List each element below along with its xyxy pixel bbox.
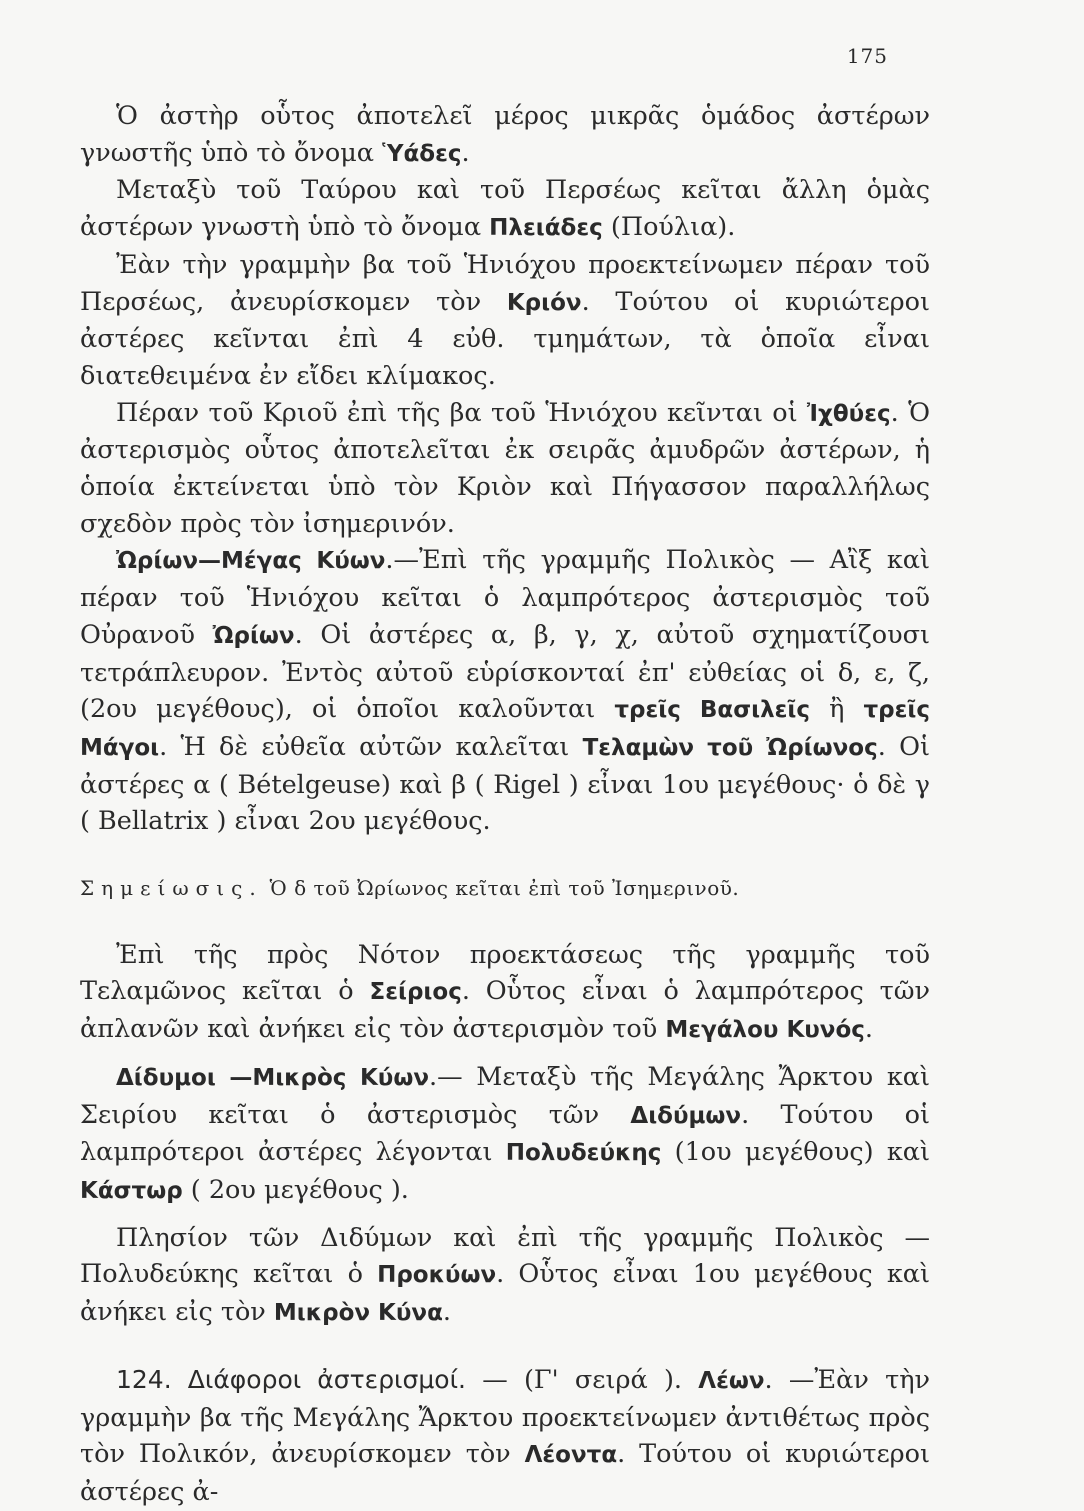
bold-term: Λέων (698, 1367, 765, 1394)
text-run: . (442, 1297, 451, 1328)
text-run: (1ου μεγέθους) καὶ (661, 1137, 930, 1168)
bold-term: Σείριος (369, 979, 462, 1006)
bold-term: Μεγάλου Κυνός (665, 1017, 865, 1044)
text-run: . Οὗτος εἶναι ὁ λαμπρότερος τῶν ἀπλανῶν καὶ ἀνήκει εἰς τὸν ἀστερισμὸν τοῦ (80, 976, 931, 1045)
note-text: Ὁ δ τοῦ Ὠρίωνος κεῖται ἐπὶ τοῦ Ἰσημερινοῦ. (262, 876, 740, 901)
bold-term: Ἰχθύες (806, 400, 891, 427)
bold-term: Πολυδεύκης (505, 1140, 662, 1167)
paragraph-aries (80, 247, 930, 395)
text-run: . Οἱ ἀστέρες α, β, γ, χ, αὐτοῦ σχηματίζουσι τετράπλευρον. Ἐντὸς αὐτοῦ εὑρίσκονταί ἐπ' εὐθείας οἱ δ, ε, ζ, (2ου μεγέθους), οἱ ὁποῖοι καλοῦνται (80, 619, 930, 725)
text-run: . Οἱ ἀστέρες α ( Bételgeuse) καὶ β ( Rigel ) εἶναι 1ου μεγέθους· ὁ δὲ γ ( Bellatrix ) εἶναι 2ου μεγέθους. (80, 731, 930, 837)
text-run: Ἐπὶ τῆς πρὸς Νότον προεκτάσεως τῆς γραμμῆς τοῦ Τελαμῶνος κεῖται ὁ (80, 939, 930, 1007)
bold-term: Ὑάδες (382, 140, 462, 167)
text-run: . Τούτου οἱ κυριώτεροι ἀστέρες ἀ- (80, 1439, 930, 1507)
paragraph-gemini (80, 1059, 930, 1210)
paragraph-pisces (80, 395, 930, 543)
text-run: . —Ἐὰν τὴν γραμμὴν βα τῆς Μεγάλης Ἄρκτου προεκτείνωμεν ἀντιθέτως πρὸς τὸν Πολικόν, ἀνευρίσκομεν τὸν (80, 1364, 930, 1470)
bold-term: Διδύμων (630, 1102, 742, 1129)
text-run: Μεταξὺ τοῦ Ταύρου καὶ τοῦ Περσέως κεῖται ἄλλη ὁμὰς ἀστέρων γνωστὴ ὑπὸ τὸ ὄνομα (80, 175, 930, 243)
bold-term: Κάστωρ (80, 1177, 183, 1204)
text-run: . Ἡ δὲ εὐθεῖα αὐτῶν καλεῖται (159, 731, 583, 762)
bold-term: Λέοντα (524, 1442, 618, 1469)
bold-term: Ὠρίων—Μέγας Κύων (116, 548, 386, 575)
page-number: 175 (846, 44, 888, 68)
note (80, 870, 930, 907)
section-title: Διάφοροι ἀστερισμοί. (171, 1364, 466, 1394)
bold-term: Μικρὸν Κύνα (273, 1300, 443, 1327)
text-run: . Τούτου οἱ κυριώτεροι ἀστέρες κεῖνται ἐπὶ 4 εὐθ. τμημάτων, τὰ ὁποῖα εἶναι διατεθειμένα ἐν εἴδει κλίμακος. (80, 286, 930, 391)
paragraph-pleiades (80, 172, 930, 246)
text-run: Ὁ ἀστὴρ οὗτος ἀποτελεῖ μέρος μικρᾶς ὁμάδος ἀστέρων γνωστῆς ὑπὸ τὸ ὄνομα (80, 101, 930, 168)
text-run: ἢ (810, 694, 864, 725)
note-label: Σημείωσις. (80, 876, 263, 901)
bold-term: Τελαμὼν τοῦ Ὠρίωνος (582, 734, 878, 761)
bold-term: τρεῖς Βασιλεῖς (614, 697, 811, 724)
text-run: Πλησίον τῶν Διδύμων καὶ ἐπὶ τῆς γραμμῆς Πολικὸς — Πολυδεύκης κεῖται ὁ (80, 1222, 930, 1290)
text-run: (Πούλια). (602, 212, 736, 243)
paragraph-hyades (80, 98, 930, 172)
page-body (80, 98, 930, 1511)
text-run: . (461, 137, 470, 168)
bold-term: τρεῖς Μάγοι (80, 697, 931, 761)
text-run: Πέραν τοῦ Κριοῦ ἐπὶ τῆς βα τοῦ Ἡνιόχου κεῖνται οἱ (116, 397, 807, 428)
bold-term: Ὠρίων (212, 622, 295, 649)
text-run: .—Ἐπὶ τῆς γραμμῆς Πολικὸς — Αἲξ καὶ πέραν τοῦ Ἡνιόχου κεῖται ὁ λαμπρότερος ἀστερισμὸς τοῦ Οὐρανοῦ (80, 545, 931, 650)
text-run: — (Γ' σειρά ). (482, 1364, 699, 1395)
paragraph-orion (80, 542, 930, 840)
text-run: . Ὁ ἀστερισμὸς οὗτος ἀποτελεῖται ἐκ σειρᾶς ἀμυδρῶν ἀστέρων, ἡ ὁποία ἐκτείνεται ὑπὸ τὸν Κριὸν καὶ Πήγασσον παραλλήλως σχεδὸν πρὸς τὸν ἰσημερινόν. (80, 397, 930, 539)
bold-term: Κριόν (506, 289, 582, 316)
text-run: . Τούτου οἱ λαμπρότεροι ἀστέρες λέγονται (80, 1099, 930, 1168)
section-124 (80, 1362, 930, 1511)
paragraph-procyon (80, 1220, 930, 1332)
paragraph-sirius (80, 937, 930, 1049)
text-run: .— Μεταξὺ τῆς Μεγάλης Ἄρκτου καὶ Σειρίου κεῖται ὁ ἀστερισμὸς τῶν (80, 1061, 930, 1130)
bold-term: Δίδυμοι —Μικρὸς Κύων (116, 1064, 429, 1091)
text-run: Ἐὰν τὴν γραμμὴν βα τοῦ Ἡνιόχου προεκτείνωμεν πέραν τοῦ Περσέως, ἀνευρίσκομεν τὸν (80, 249, 930, 317)
text-run: ( 2ου μεγέθους ). (182, 1174, 409, 1205)
bold-term: Προκύων (377, 1262, 497, 1289)
text-run: . Οὗτος εἶναι 1ου μεγέθους καὶ ἀνήκει εἰς τὸν (80, 1259, 930, 1328)
text-run: . (864, 1014, 874, 1045)
bold-term: Πλειάδες (489, 215, 603, 242)
section-number: 124. (116, 1364, 172, 1394)
